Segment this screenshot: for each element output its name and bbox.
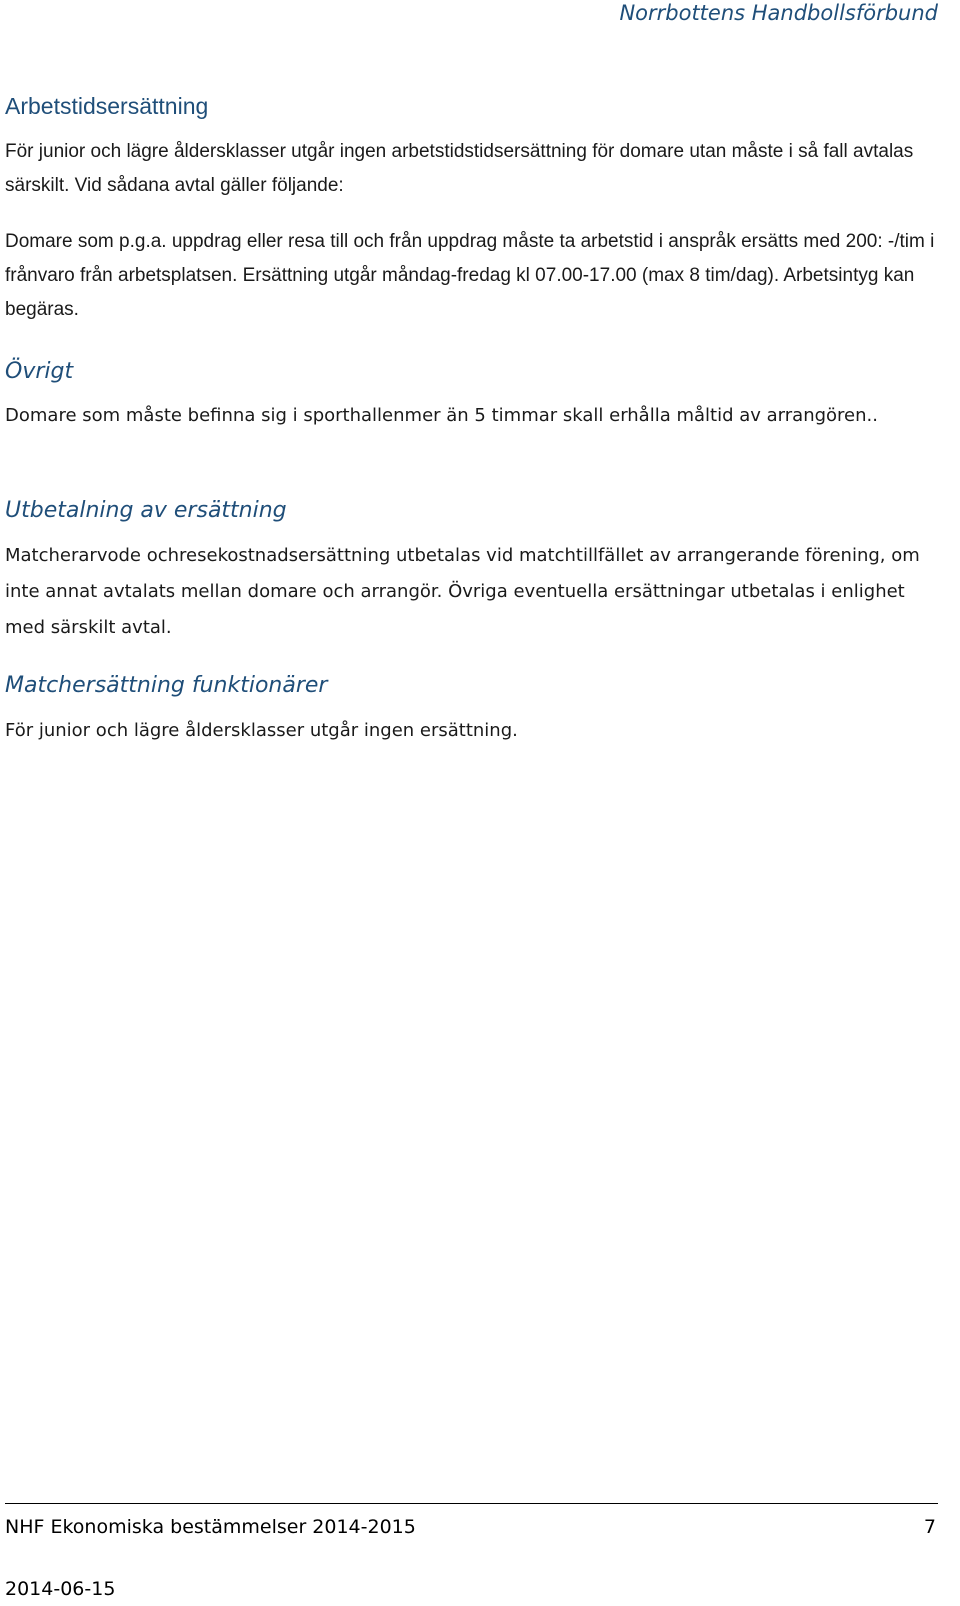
- paragraph-matchersattning: För junior och lägre åldersklasser utgår ingen ersättning.: [5, 720, 518, 741]
- section-heading-utbetalning: Utbetalning av ersättning: [5, 498, 287, 523]
- paragraph-arbetstid-details: Domare som p.g.a. uppdrag eller resa till och från uppdrag måste ta arbetstid i anspråk ersätts med 200: -/tim i frånvaro från arbetsplatsen. Ersättning utgår måndag-fredag kl 07.00-17.00 (max 8 tim/dag). Arbetsintyg kan begäras.: [5, 231, 935, 320]
- footer-document-name: NHF Ekonomiska bestämmelser 2014-2015: [5, 1516, 416, 1538]
- section-heading-ovrigt: Övrigt: [5, 359, 74, 384]
- footer-date: 2014-06-15: [5, 1578, 116, 1600]
- header-title: Norrbottens Handbollsförbund: [619, 1, 938, 25]
- paragraph-arbetstid-intro: För junior och lägre åldersklasser utgår ingen arbetstidstidsersättning för domare utan måste i så fall avtalas särskilt. Vid sådana avtal gäller följande:: [5, 141, 914, 196]
- section-heading-matchersattning: Matchersättning funktionärer: [5, 673, 328, 698]
- paragraph-utbetalning: Matcherarvode ochresekostnadsersättning utbetalas vid matchtillfället av arrangerande förening, om inte annat avtalats mellan domare och arrangör. Övriga eventuella ersättningar utbetalas i enlighet med särskilt avtal.: [5, 545, 920, 638]
- section-heading-arbetstidsersattning: Arbetstidsersättning: [5, 93, 209, 119]
- footer-divider: [5, 1503, 938, 1504]
- paragraph-ovrigt: Domare som måste befinna sig i sporthallenmer än 5 timmar skall erhålla måltid av arrangören..: [5, 405, 878, 426]
- footer-page-number: 7: [923, 1516, 936, 1538]
